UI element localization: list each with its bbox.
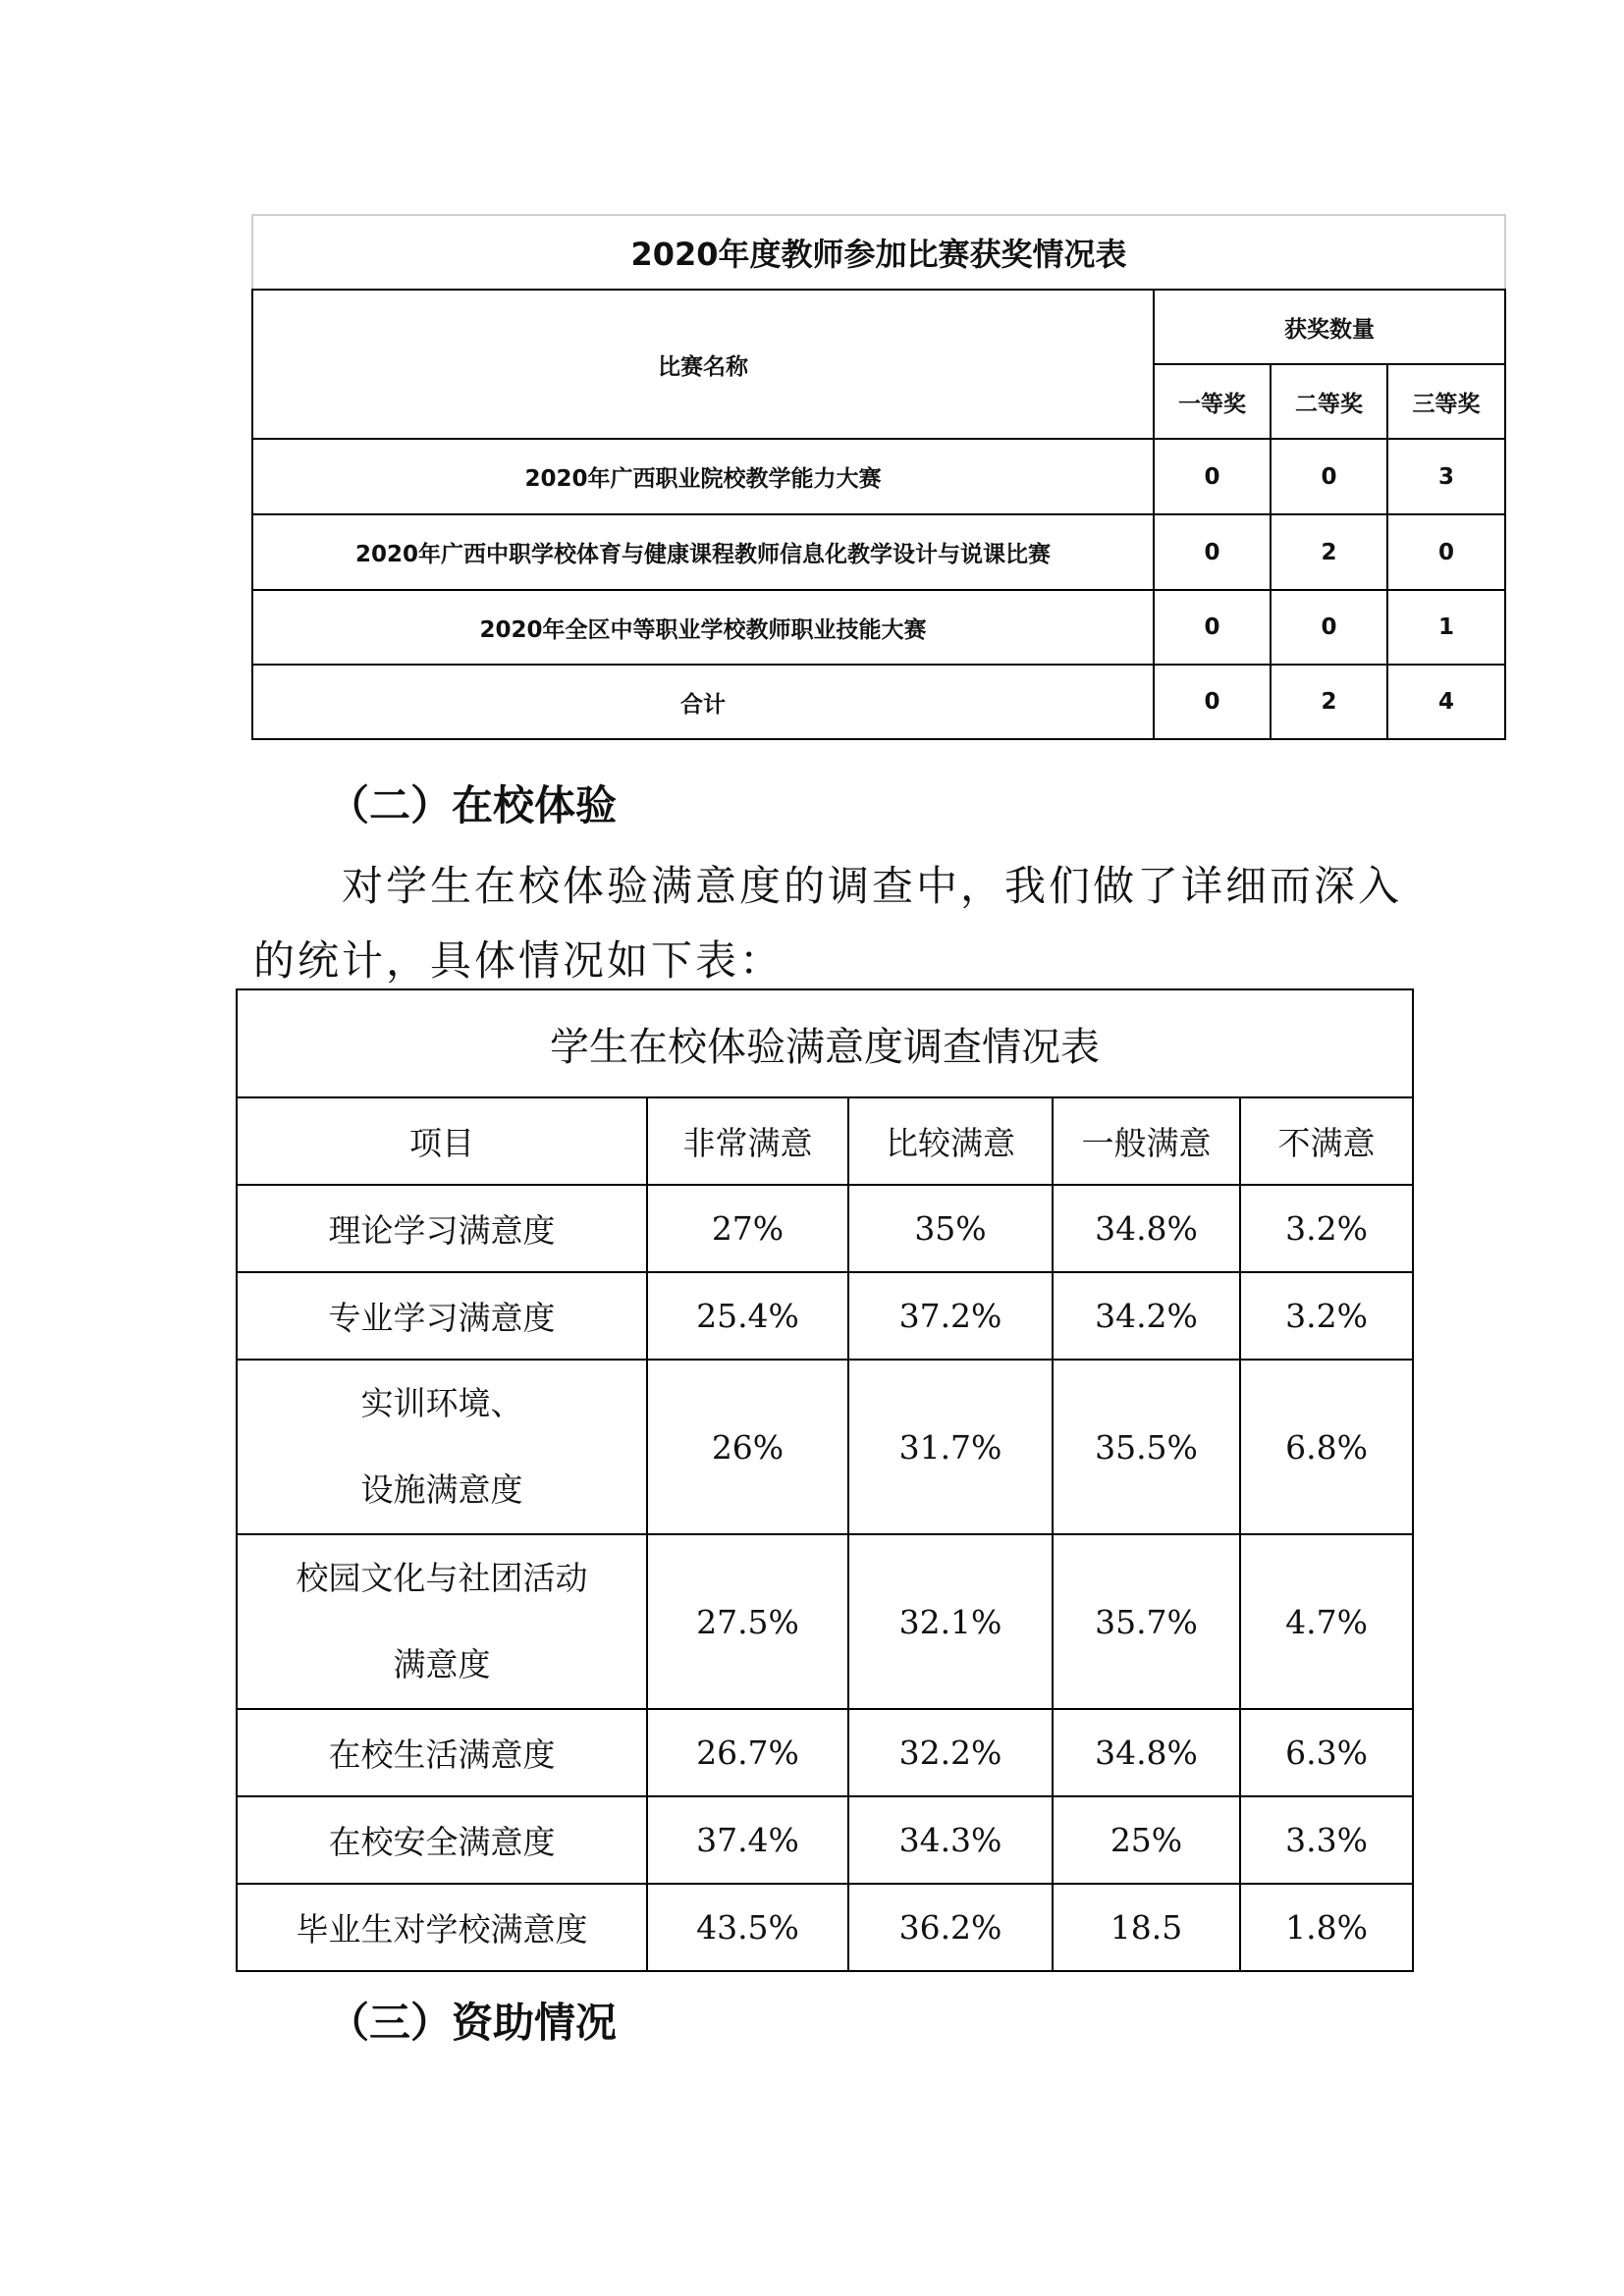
generally-satisfied-value: 25% (1053, 1796, 1240, 1884)
generally-satisfied-value: 35.5% (1053, 1360, 1240, 1534)
col-header-very-satisfied: 非常满意 (647, 1097, 848, 1185)
item-label (237, 1360, 647, 1534)
very-satisfied-value: 27% (647, 1185, 848, 1272)
third-prize-count: 1 (1387, 590, 1505, 665)
second-prize-count: 2 (1271, 514, 1387, 590)
paragraph-line-2: 的统计，具体情况如下表： (253, 936, 785, 985)
fairly-satisfied-value: 36.2% (848, 1884, 1053, 1971)
col-header-award-count: 获奖数量 (1154, 290, 1505, 364)
section-heading-financial-aid: （三）资助情况 (328, 1999, 618, 2047)
table-row (237, 1709, 1413, 1796)
fairly-satisfied-value: 32.1% (848, 1534, 1053, 1709)
competition-name: 2020年广西中职学校体育与健康课程教师信息化教学设计与说课比赛 (252, 514, 1154, 590)
col-header-fairly-satisfied: 比较满意 (848, 1097, 1053, 1185)
table-row (237, 1796, 1413, 1884)
total-row (252, 665, 1505, 739)
dissatisfied-value: 6.8% (1240, 1360, 1413, 1534)
item-label: 专业学习满意度 (237, 1272, 647, 1360)
dissatisfied-value: 3.2% (1240, 1272, 1413, 1360)
table-row (237, 1884, 1413, 1971)
table-row (252, 590, 1505, 665)
fairly-satisfied-value: 31.7% (848, 1360, 1053, 1534)
col-header-first-prize: 一等奖 (1154, 364, 1271, 439)
total-label: 合计 (252, 665, 1154, 739)
paragraph-line-1: 对学生在校体验满意度的调查中，我们做了详细而深入 (342, 862, 1403, 910)
generally-satisfied-value: 35.7% (1053, 1534, 1240, 1709)
dissatisfied-value: 3.3% (1240, 1796, 1413, 1884)
dissatisfied-value: 4.7% (1240, 1534, 1413, 1709)
table-row (237, 1534, 1413, 1709)
table-row (252, 514, 1505, 590)
generally-satisfied-value: 34.8% (1053, 1709, 1240, 1796)
fairly-satisfied-value: 35% (848, 1185, 1053, 1272)
competition-name: 2020年全区中等职业学校教师职业技能大赛 (252, 590, 1154, 665)
awards-table-caption: 2020年度教师参加比赛获奖情况表 (252, 215, 1505, 290)
very-satisfied-value: 25.4% (647, 1272, 848, 1360)
col-header-item: 项目 (237, 1097, 647, 1185)
generally-satisfied-value: 34.8% (1053, 1185, 1240, 1272)
fairly-satisfied-value: 34.3% (848, 1796, 1053, 1884)
generally-satisfied-value: 18.5 (1053, 1884, 1240, 1971)
first-prize-count: 0 (1154, 590, 1271, 665)
very-satisfied-value: 43.5% (647, 1884, 848, 1971)
col-header-generally-satisfied: 一般满意 (1053, 1097, 1240, 1185)
very-satisfied-value: 37.4% (647, 1796, 848, 1884)
total-first-prize: 0 (1154, 665, 1271, 739)
dissatisfied-value: 6.3% (1240, 1709, 1413, 1796)
item-label: 理论学习满意度 (237, 1185, 647, 1272)
table-row (237, 1185, 1413, 1272)
very-satisfied-value: 27.5% (647, 1534, 848, 1709)
awards-table (251, 214, 1506, 740)
item-label-line: 设施满意度 (360, 1470, 523, 1509)
item-label-line: 校园文化与社团活动 (296, 1559, 588, 1597)
third-prize-count: 3 (1387, 439, 1505, 514)
dissatisfied-value: 1.8% (1240, 1884, 1413, 1971)
total-third-prize: 4 (1387, 665, 1505, 739)
item-label-line: 满意度 (393, 1645, 491, 1683)
fairly-satisfied-value: 32.2% (848, 1709, 1053, 1796)
first-prize-count: 0 (1154, 439, 1271, 514)
col-header-dissatisfied: 不满意 (1240, 1097, 1413, 1185)
table-row (237, 1360, 1413, 1534)
col-header-competition-name: 比赛名称 (252, 290, 1154, 439)
table-row (237, 1272, 1413, 1360)
satisfaction-table (236, 988, 1414, 1972)
total-second-prize: 2 (1271, 665, 1387, 739)
competition-name: 2020年广西职业院校教学能力大赛 (252, 439, 1154, 514)
very-satisfied-value: 26.7% (647, 1709, 848, 1796)
item-label-line: 实训环境、 (360, 1384, 523, 1422)
dissatisfied-value: 3.2% (1240, 1185, 1413, 1272)
generally-satisfied-value: 34.2% (1053, 1272, 1240, 1360)
table-row (252, 439, 1505, 514)
satisfaction-table-caption: 学生在校体验满意度调查情况表 (237, 989, 1413, 1097)
item-label: 在校安全满意度 (237, 1796, 647, 1884)
item-label: 在校生活满意度 (237, 1709, 647, 1796)
very-satisfied-value: 26% (647, 1360, 848, 1534)
third-prize-count: 0 (1387, 514, 1505, 590)
col-header-third-prize: 三等奖 (1387, 364, 1505, 439)
item-label: 毕业生对学校满意度 (237, 1884, 647, 1971)
col-header-second-prize: 二等奖 (1271, 364, 1387, 439)
fairly-satisfied-value: 37.2% (848, 1272, 1053, 1360)
first-prize-count: 0 (1154, 514, 1271, 590)
second-prize-count: 0 (1271, 439, 1387, 514)
section-heading-school-experience: （二）在校体验 (328, 781, 618, 829)
item-label (237, 1534, 647, 1709)
second-prize-count: 0 (1271, 590, 1387, 665)
